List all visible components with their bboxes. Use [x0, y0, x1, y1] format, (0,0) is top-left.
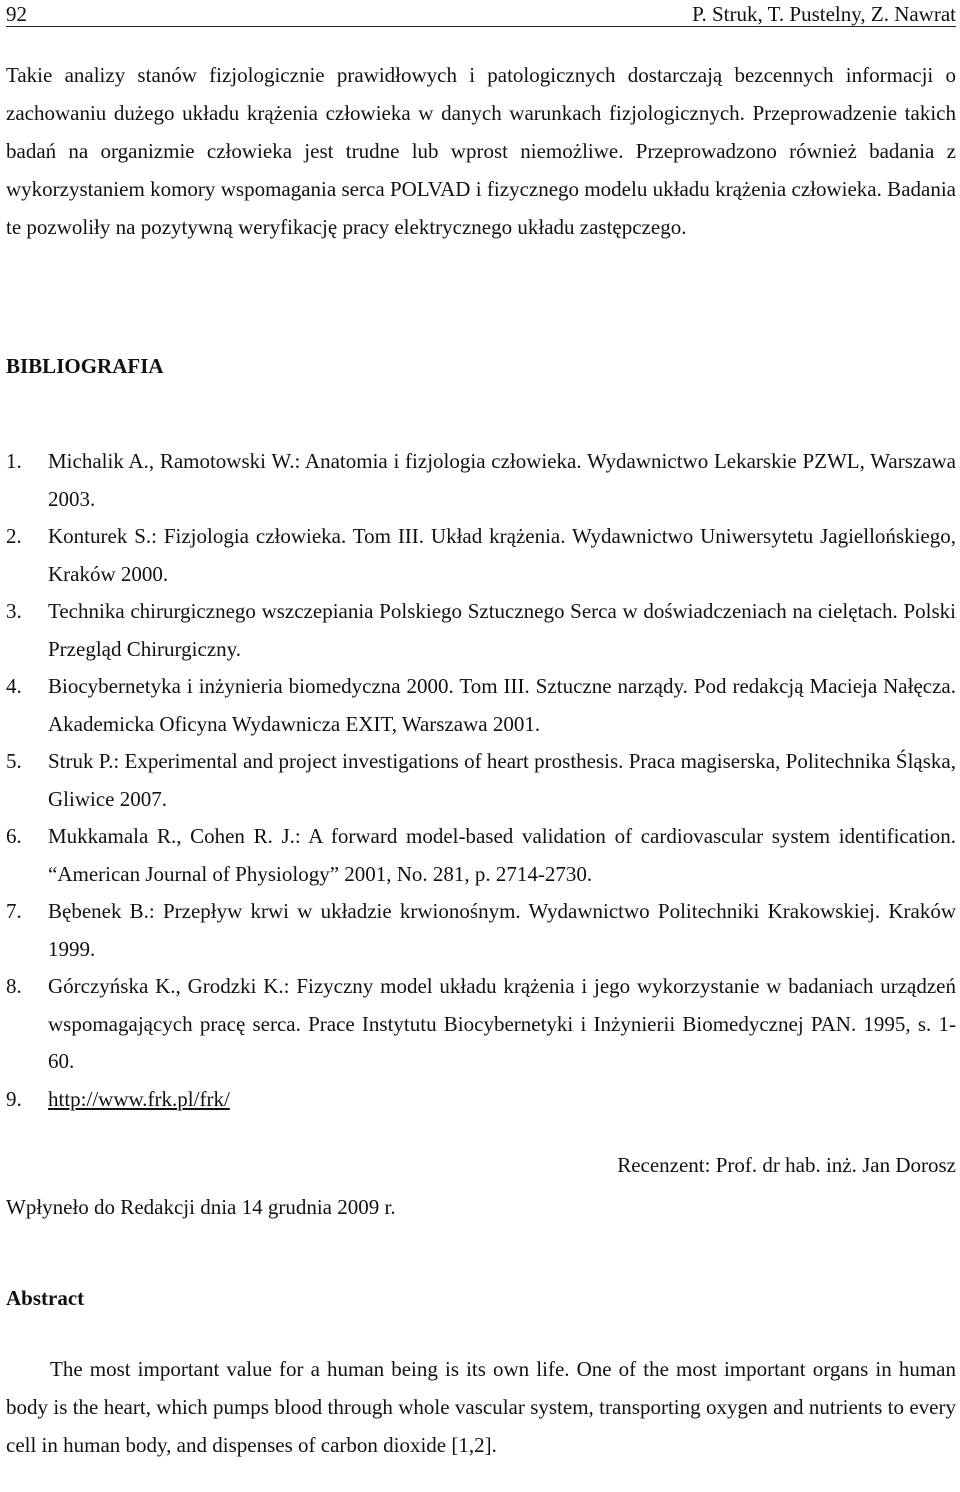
- running-header: [6, 0, 956, 27]
- bibliography-link[interactable]: http://www.frk.pl/frk/: [48, 1086, 230, 1111]
- bibliography-item-text: Michalik A., Ramotowski W.: Anatomia i fizjologia człowieka. Wydawnictwo Lekarskie PZWL, Warszawa 2003.: [48, 449, 956, 511]
- bibliography-item: [6, 443, 956, 518]
- bibliography-item: [6, 968, 956, 1081]
- reviewer-note: Recenzent: Prof. dr hab. inż. Jan Dorosz: [617, 1153, 956, 1177]
- bibliography-item-number: 9.: [6, 1086, 22, 1111]
- bibliography-item-text: Bębenek B.: Przepływ krwi w układzie krwionośnym. Wydawnictwo Politechniki Krakowskiej. Kraków 1999.: [48, 899, 956, 961]
- bibliography-item-text: Biocybernetyka i inżynieria biomedyczna 2000. Tom III. Sztuczne narządy. Pod redakcją Macieja Nałęcza. Akademicka Oficyna Wydawnicza EXIT, Warszawa 2001.: [48, 674, 956, 736]
- received-date-note: Wpłyneło do Redakcji dnia 14 grudnia 2009 r.: [6, 1195, 396, 1219]
- bibliography-item-number: 8.: [6, 974, 22, 998]
- bibliography-item-text: [48, 1081, 956, 1119]
- bibliography-item-text: Konturek S.: Fizjologia człowieka. Tom III. Układ krążenia. Wydawnictwo Uniwersytetu Jagiellońskiego, Kraków 2000.: [48, 524, 956, 586]
- bibliography-heading: BIBLIOGRAFIA: [6, 354, 164, 378]
- bibliography-item: [6, 668, 956, 743]
- bibliography-item-number: 4.: [6, 674, 22, 698]
- bibliography-item-number: 7.: [6, 899, 22, 923]
- bibliography-list: [6, 443, 956, 1118]
- abstract-heading: Abstract: [6, 1286, 85, 1310]
- bibliography-item-text: Technika chirurgicznego wszczepiania Polskiego Sztucznego Serca w doświadczeniach na cielętach. Polski Przegląd Chirurgiczny.: [48, 599, 956, 661]
- intro-paragraph: Takie analizy stanów fizjologicznie prawidłowych i patologicznych dostarczają bezcennych informacji o zachowaniu dużego układu krążenia człowieka w danych warunkach fizjologicznych. Przeprowadzenie takich badań na organizmie człowieka jest trudne lub wprost niemożliwe. Przeprowadzono również badania z wykorzystaniem komory wspomagania serca POLVAD i fizycznego modelu układu krążenia człowieka. Badania te pozwoliły na pozytywną weryfikację pracy elektrycznego układu zastępczego.: [6, 63, 956, 239]
- bibliography-item: [6, 1081, 956, 1119]
- bibliography-item: [6, 743, 956, 818]
- page-number: 92: [6, 2, 27, 26]
- bibliography-item: [6, 593, 956, 668]
- header-authors: P. Struk, T. Pustelny, Z. Nawrat: [692, 2, 956, 26]
- bibliography-item-number: 3.: [6, 599, 22, 623]
- bibliography-item-number: 1.: [6, 449, 22, 473]
- page: [6, 0, 956, 1457]
- bibliography-item: [6, 818, 956, 893]
- bibliography-item-number: 5.: [6, 749, 22, 773]
- bibliography-item-text: Struk P.: Experimental and project investigations of heart prosthesis. Praca magiserska, Politechnika Śląska, Gliwice 2007.: [48, 749, 956, 811]
- bibliography-item: [6, 518, 956, 593]
- bibliography-item: [6, 893, 956, 968]
- bibliography-item-text: Górczyńska K., Grodzki K.: Fizyczny model układu krążenia i jego wykorzystanie w badaniach urządzeń wspomagających pracę serca. Prace Instytutu Biocybernetyki i Inżynierii Biomedycznej PAN. 1995, s. 1-60.: [48, 974, 956, 1073]
- bibliography-item-text: Mukkamala R., Cohen R. J.: A forward model-based validation of cardiovascular system identification. “American Journal of Physiology” 2001, No. 281, p. 2714-2730.: [48, 824, 956, 886]
- bibliography-item-number: 2.: [6, 524, 22, 548]
- bibliography-item-number: 6.: [6, 824, 22, 848]
- abstract-paragraph: The most important value for a human being is its own life. One of the most important organs in human body is the heart, which pumps blood through whole vascular system, transporting oxygen and nutrients to every cell in human body, and dispenses of carbon dioxide [1,2].: [6, 1357, 956, 1457]
